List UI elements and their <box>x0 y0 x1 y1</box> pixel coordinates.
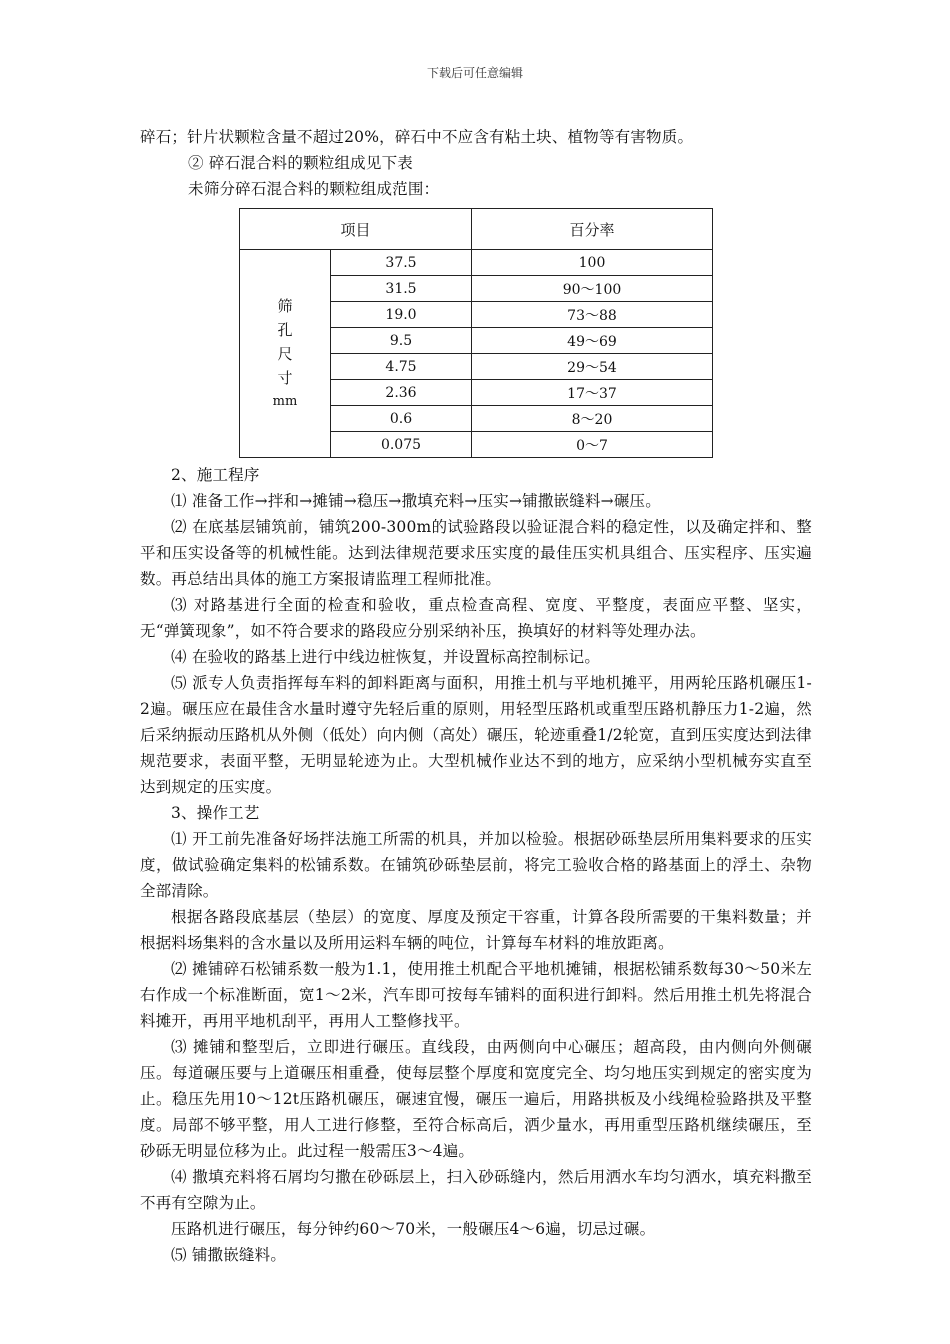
sieve-size: 31.5 <box>331 276 472 302</box>
paragraph: 碎石；针片状颗粒含量不超过20%，碎石中不应含有粘土块、植物等有害物质。 <box>140 128 694 146</box>
side-char: 孔 <box>277 320 293 339</box>
percent-value: 73～88 <box>472 302 713 328</box>
table-row <box>240 250 713 276</box>
paragraph: 根据各路段底基层（垫层）的宽度、厚度及预定干容重，计算各段所需要的干集料数量；并根据料场集料的含水量以及所用运料车辆的吨位，计算每车材料的堆放距离。 <box>140 908 812 952</box>
paragraph: ⑸ 派专人负责指挥每车料的卸料距离与面积，用推土机与平地机摊平，用两轮压路机碾压1-2遍。碾压应在最佳含水量时遵守先轻后重的原则，用轻型压路机或重型压路机静压力1-2遍，然后采纳振动压路机从外侧（低处）向内侧（高处）碾压，轮迹重叠1/2轮宽，直到压实度达到法律规范要求，表面平整，无明显轮迹为止。大型机械作业达不到的地方，应采纳小型机械夯实直至达到规定的压实度。 <box>140 674 812 796</box>
side-char: 尺 <box>277 344 293 363</box>
section-title: 3、操作工艺 <box>171 804 260 822</box>
section-title: 2、施工程序 <box>171 466 260 484</box>
side-char: 寸 <box>277 368 293 387</box>
percent-value: 0～7 <box>472 432 713 458</box>
paragraph: ⑷ 撒填充料将石屑均匀撒在砂砾层上，扫入砂砾缝内，然后用洒水车均匀洒水，填充料撒至不再有空隙为止。 <box>140 1168 812 1212</box>
document-body <box>140 124 812 1268</box>
paragraph: ⑶ 摊铺和整型后，立即进行碾压。直线段，由两侧向中心碾压；超高段，由内侧向外侧碾压。每道碾压要与上道碾压相重叠，使每层整个厚度和宽度完全、均匀地压实到规定的密实度为止。稳压先用10～12t压路机碾压，碾速宜慢，碾压一遍后，用路拱板及小线绳检验路拱及平整度。局部不够平整，用人工进行修整，至符合标高后，洒少量水，再用重型压路机继续碾压，至砂砾无明显位移为止。此过程一般需压3～4遍。 <box>140 1038 812 1160</box>
paragraph: ⑶ 对路基进行全面的检查和验收，重点检查高程、宽度、平整度，表面应平整、坚实，无“弹簧现象”，如不符合要求的路段应分别采纳补压，换填好的材料等处理办法。 <box>140 596 812 640</box>
percent-value: 8～20 <box>472 406 713 432</box>
side-char: 筛 <box>277 296 293 315</box>
paragraph: 压路机进行碾压，每分钟约60～70米，一般碾压4～6遍，切忌过碾。 <box>171 1220 656 1238</box>
sieve-size: 9.5 <box>331 328 472 354</box>
paragraph: ⑷ 在验收的路基上进行中线边桩恢复，并设置标高控制标记。 <box>171 648 601 666</box>
header-item: 项目 <box>240 209 472 250</box>
sieve-size-label <box>240 250 331 458</box>
paragraph: ⑵ 在底基层铺筑前，铺筑200-300m的试验路段以验证混合料的稳定性，以及确定拌和、整平和压实设备等的机械性能。达到法律规范要求压实度的最佳压实机具组合、压实程序、压实遍数。再总结出具体的施工方案报请监理工程师批准。 <box>140 518 812 588</box>
percent-value: 17～37 <box>472 380 713 406</box>
header-percent: 百分率 <box>472 209 713 250</box>
sieve-size: 0.075 <box>331 432 472 458</box>
sieve-size: 19.0 <box>331 302 472 328</box>
gradation-table <box>239 208 713 458</box>
page-header: 下载后可任意编辑 <box>426 66 523 80</box>
side-unit: mm <box>272 393 298 409</box>
sieve-size: 0.6 <box>331 406 472 432</box>
sieve-size: 37.5 <box>331 250 472 276</box>
paragraph: ② 碎石混合料的颗粒组成见下表 <box>188 154 413 172</box>
percent-value: 49～69 <box>472 328 713 354</box>
paragraph: ⑸ 铺撒嵌缝料。 <box>171 1246 287 1264</box>
percent-value: 100 <box>472 250 713 276</box>
table-header-row <box>240 209 713 250</box>
percent-value: 90～100 <box>472 276 713 302</box>
sieve-size: 4.75 <box>331 354 472 380</box>
paragraph: 未筛分碎石混合料的颗粒组成范围： <box>188 180 440 198</box>
paragraph: ⑴ 开工前先准备好场拌法施工所需的机具，并加以检验。根据砂砾垫层所用集料要求的压实度，做试验确定集料的松铺系数。在铺筑砂砾垫层前，将完工验收合格的路基面上的浮土、杂物全部清除。 <box>140 830 812 900</box>
paragraph: ⑴ 准备工作→拌和→摊铺→稳压→撒填充料→压实→铺撒嵌缝料→碾压。 <box>171 492 661 510</box>
percent-value: 29～54 <box>472 354 713 380</box>
paragraph: ⑵ 摊铺碎石松铺系数一般为1.1，使用推土机配合平地机摊铺，根据松铺系数每30～50米左右作成一个标准断面，宽1～2米，汽车即可按每车铺料的面积进行卸料。然后用推土机先将混合料摊开，再用平地机刮平，再用人工整修找平。 <box>140 960 812 1030</box>
sieve-size: 2.36 <box>331 380 472 406</box>
